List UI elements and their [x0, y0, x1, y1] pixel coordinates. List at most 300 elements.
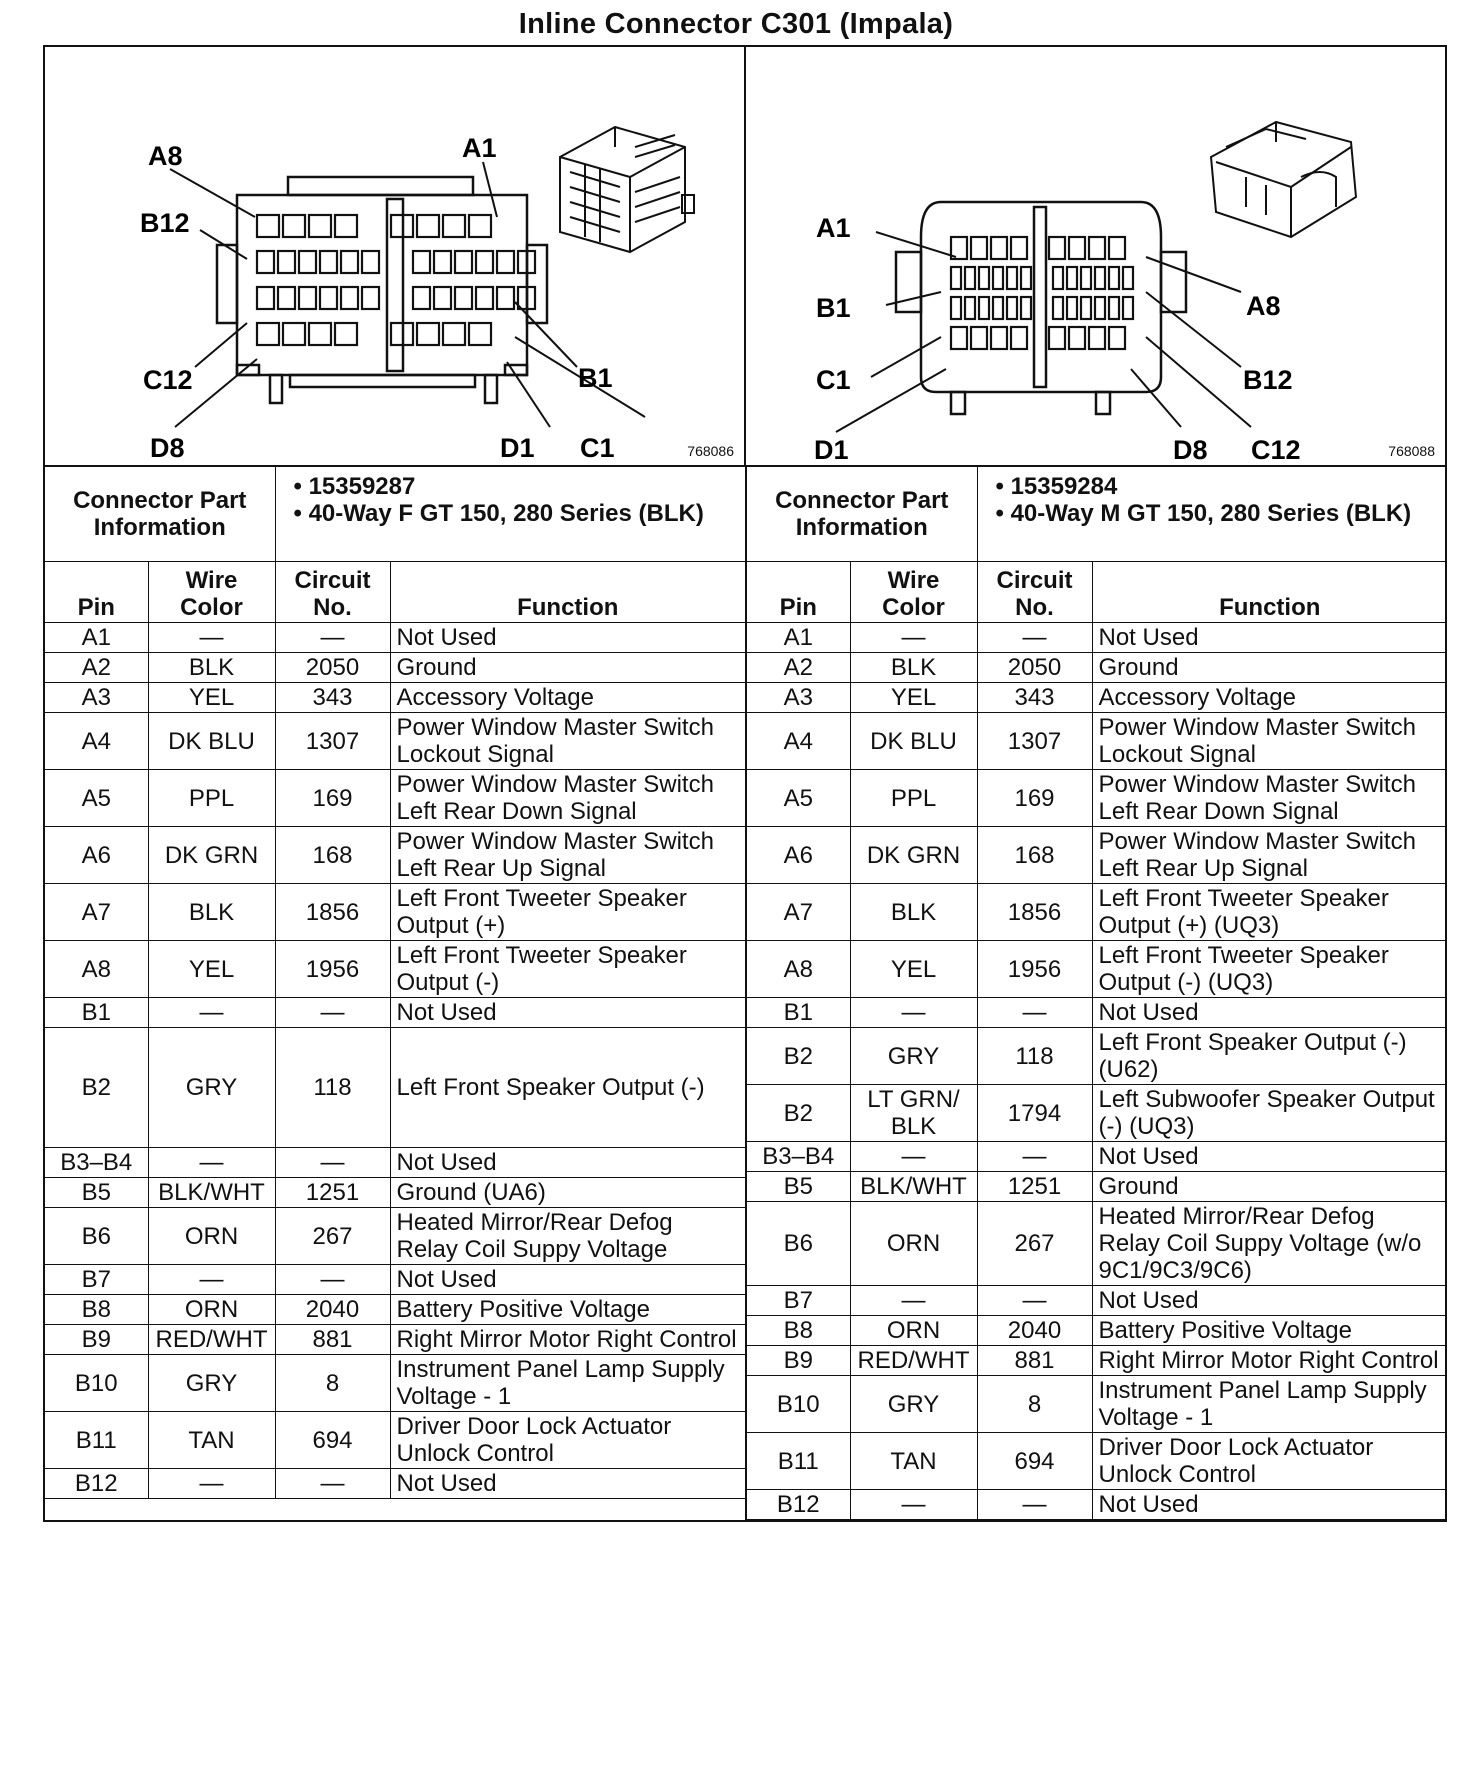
pin-cavity [951, 297, 961, 319]
pin-cavity [1089, 237, 1105, 259]
male-connector-part-info [747, 467, 1447, 562]
circuit-cell: — [275, 998, 390, 1028]
header-function: Function [1092, 562, 1447, 623]
pin-label-c12: C12 [143, 365, 193, 395]
wire-color-cell: BLK [850, 653, 977, 683]
wire-color-cell: DK GRN [850, 827, 977, 884]
pin-cavity [434, 251, 451, 273]
pin-cavity [299, 251, 316, 273]
function-cell: Left Front Tweeter Speaker Output (-) [390, 941, 745, 998]
table-row [45, 941, 745, 998]
table-row [747, 941, 1447, 998]
function-cell: Power Window Master Switch Lockout Signal [1092, 713, 1447, 770]
function-cell: Heated Mirror/Rear Defog Relay Coil Suppy Voltage (w/o 9C1/9C3/9C6) [1092, 1202, 1447, 1286]
pin-cell: B10 [45, 1355, 148, 1412]
figure-male-connector [744, 47, 1445, 465]
female-connector-part-info [45, 467, 745, 562]
wire-color-cell: — [850, 1142, 977, 1172]
wire-color-cell: GRY [148, 1355, 275, 1412]
pin-cell: B1 [45, 998, 148, 1028]
pin-label-b1: B1 [816, 293, 851, 323]
table-row [45, 1412, 745, 1469]
circuit-cell: 2040 [977, 1316, 1092, 1346]
circuit-cell: 8 [275, 1355, 390, 1412]
pin-label-a1: A1 [462, 133, 497, 163]
wire-color-cell: BLK [148, 884, 275, 941]
pin-cell: A5 [747, 770, 850, 827]
wire-color-cell: — [148, 1265, 275, 1295]
table-row [747, 998, 1447, 1028]
pin-cavity [991, 327, 1007, 349]
wire-color-cell: BLK [148, 653, 275, 683]
pin-cell: A2 [747, 653, 850, 683]
pin-cell: B8 [747, 1316, 850, 1346]
header-function: Function [390, 562, 745, 623]
header-circuit-no: Circuit No. [275, 562, 390, 623]
table-row [747, 827, 1447, 884]
function-cell: Power Window Master Switch Left Rear Down Signal [1092, 770, 1447, 827]
pin-cavity [971, 327, 987, 349]
pin-cavity [320, 287, 337, 309]
connector-figures [45, 47, 1445, 467]
function-cell: Heated Mirror/Rear Defog Relay Coil Suppy Voltage [390, 1208, 745, 1265]
header-wire-color: Wire Color [148, 562, 275, 623]
pin-cavity [341, 287, 358, 309]
function-cell: Power Window Master Switch Left Rear Down Signal [390, 770, 745, 827]
function-cell: Driver Door Lock Actuator Unlock Control [1092, 1433, 1447, 1490]
pin-cavity [993, 267, 1003, 289]
function-cell: Ground [1092, 1172, 1447, 1202]
pin-cavity [1123, 267, 1133, 289]
pin-cavity [417, 323, 439, 345]
function-cell: Driver Door Lock Actuator Unlock Control [390, 1412, 745, 1469]
pin-cavity [1049, 327, 1065, 349]
pin-cavity [455, 251, 472, 273]
housing-outline [237, 195, 527, 375]
pin-cavity [971, 237, 987, 259]
table-row [747, 1346, 1447, 1376]
pin-cavity [469, 215, 491, 237]
pin-cell: A8 [747, 941, 850, 998]
table-row [747, 1376, 1447, 1433]
pin-cavity [951, 267, 961, 289]
table-row [747, 623, 1447, 653]
function-cell: Right Mirror Motor Right Control [1092, 1346, 1447, 1376]
pin-cavity [278, 287, 295, 309]
connector-part-info-values [977, 467, 1447, 562]
pin-cell: A6 [747, 827, 850, 884]
pin-cell: B3–B4 [45, 1148, 148, 1178]
figure-female-connector [45, 47, 744, 465]
pin-cavity [417, 215, 439, 237]
pin-cavity [1021, 297, 1031, 319]
pin-cavity [320, 251, 337, 273]
circuit-cell: 694 [275, 1412, 390, 1469]
wire-color-cell: RED/WHT [148, 1325, 275, 1355]
pin-cell: B5 [45, 1178, 148, 1208]
pin-cell: A1 [45, 623, 148, 653]
male-pinout-rows [747, 623, 1447, 1520]
connector-face-female-diagram [45, 47, 745, 465]
pin-cavity [257, 215, 279, 237]
wire-color-cell: — [850, 623, 977, 653]
table-row [45, 827, 745, 884]
table-row [747, 653, 1447, 683]
pin-cell: B5 [747, 1172, 850, 1202]
pin-cavity [1007, 297, 1017, 319]
pin-label-a1: A1 [816, 213, 851, 243]
pin-cell: B8 [45, 1295, 148, 1325]
wire-color-cell: — [850, 998, 977, 1028]
circuit-cell: 694 [977, 1433, 1092, 1490]
pin-label-d1: D1 [814, 435, 849, 465]
table-row [45, 623, 745, 653]
wire-color-cell: — [148, 1148, 275, 1178]
pin-cavity [1007, 267, 1017, 289]
pin-cavity [469, 323, 491, 345]
function-cell: Not Used [1092, 1490, 1447, 1520]
pin-cavity [497, 251, 514, 273]
circuit-cell: 8 [977, 1376, 1092, 1433]
circuit-cell: 343 [977, 683, 1092, 713]
table-row [747, 1028, 1447, 1085]
table-row [747, 1286, 1447, 1316]
pin-cavity [1011, 237, 1027, 259]
header-pin: Pin [45, 562, 148, 623]
wire-color-cell: BLK [850, 884, 977, 941]
pin-cell: B12 [747, 1490, 850, 1520]
table-row [747, 770, 1447, 827]
pin-cell: A6 [45, 827, 148, 884]
circuit-cell: 881 [275, 1325, 390, 1355]
table-row [45, 1208, 745, 1265]
pin-cavity [434, 287, 451, 309]
pin-label-b1: B1 [578, 363, 613, 393]
circuit-cell: 1251 [977, 1172, 1092, 1202]
pin-label-a8: A8 [1246, 291, 1281, 321]
female-connector-table-section [45, 467, 745, 1520]
table-row [45, 1295, 745, 1325]
pin-label-d8: D8 [150, 433, 185, 463]
pin-cavity [1123, 297, 1133, 319]
pin-cavity [1095, 267, 1105, 289]
table-row [45, 713, 745, 770]
circuit-cell: — [977, 1286, 1092, 1316]
figure-id: 768088 [1388, 443, 1435, 459]
table-row [45, 683, 745, 713]
pin-label-d1: D1 [500, 433, 535, 463]
male-pinout-table [747, 562, 1447, 1520]
pin-cavity [283, 215, 305, 237]
table-row [747, 1142, 1447, 1172]
pin-cavity [476, 251, 493, 273]
circuit-cell: — [977, 1490, 1092, 1520]
function-cell: Left Front Speaker Output (-) [390, 1028, 745, 1148]
male-connector-table-section [745, 467, 1447, 1520]
circuit-cell: 168 [275, 827, 390, 884]
table-row [747, 1316, 1447, 1346]
table-row [45, 1469, 745, 1499]
wire-color-cell: — [148, 1469, 275, 1499]
pin-cell: B10 [747, 1376, 850, 1433]
pin-cavity [257, 287, 274, 309]
female-pinout-table [45, 562, 745, 1499]
function-cell: Left Front Tweeter Speaker Output (+) (UQ3) [1092, 884, 1447, 941]
pin-cell: B7 [45, 1265, 148, 1295]
pinout-tables [45, 467, 1445, 1520]
function-cell: Power Window Master Switch Left Rear Up Signal [1092, 827, 1447, 884]
circuit-cell: 1307 [977, 713, 1092, 770]
function-cell: Left Front Tweeter Speaker Output (-) (UQ3) [1092, 941, 1447, 998]
part-description: • 40-Way F GT 150, 280 Series (BLK) [293, 500, 704, 527]
connector-part-info-values [275, 467, 745, 562]
pin-cavity [257, 251, 274, 273]
table-row [747, 713, 1447, 770]
wire-color-cell: — [850, 1286, 977, 1316]
pin-cavity [341, 251, 358, 273]
pin-cavity [309, 215, 331, 237]
part-description: • 40-Way M GT 150, 280 Series (BLK) [995, 500, 1412, 527]
function-cell: Left Front Speaker Output (-) (U62) [1092, 1028, 1447, 1085]
part-number: • 15359287 [293, 473, 416, 500]
function-cell: Instrument Panel Lamp Supply Voltage - 1 [390, 1355, 745, 1412]
circuit-cell: 267 [275, 1208, 390, 1265]
wire-color-cell: RED/WHT [850, 1346, 977, 1376]
table-row [45, 998, 745, 1028]
pin-cavity [951, 327, 967, 349]
function-cell: Ground [1092, 653, 1447, 683]
pin-cell: B2 [747, 1085, 850, 1142]
pin-cavity [1067, 297, 1077, 319]
pin-cell: B11 [45, 1412, 148, 1469]
function-cell: Power Window Master Switch Left Rear Up Signal [390, 827, 745, 884]
header-pin: Pin [747, 562, 850, 623]
header-wire-color: Wire Color [850, 562, 977, 623]
pin-label-c1: C1 [816, 365, 851, 395]
circuit-cell: 1307 [275, 713, 390, 770]
pin-label-b12: B12 [1243, 365, 1293, 395]
pin-cavity [1109, 267, 1119, 289]
circuit-cell: — [275, 1469, 390, 1499]
pin-cavity [1109, 297, 1119, 319]
function-cell: Accessory Voltage [390, 683, 745, 713]
pin-cavity [413, 287, 430, 309]
wire-color-cell: — [148, 998, 275, 1028]
table-row [747, 1490, 1447, 1520]
pin-cell: B2 [45, 1028, 148, 1148]
female-pinout-rows [45, 623, 745, 1499]
pin-label-d8: D8 [1173, 435, 1208, 465]
function-cell: Ground [390, 653, 745, 683]
pin-cavity [443, 215, 465, 237]
pin-cavity [991, 237, 1007, 259]
function-cell: Not Used [390, 1469, 745, 1499]
pin-cell: B9 [45, 1325, 148, 1355]
pin-cell: A3 [747, 683, 850, 713]
table-row [747, 1172, 1447, 1202]
circuit-cell: 169 [977, 770, 1092, 827]
circuit-cell: 2050 [275, 653, 390, 683]
function-cell: Not Used [1092, 1286, 1447, 1316]
circuit-cell: — [977, 623, 1092, 653]
function-cell: Not Used [1092, 623, 1447, 653]
wire-color-cell: GRY [148, 1028, 275, 1148]
pin-cavity [1081, 297, 1091, 319]
pin-cell: B12 [45, 1469, 148, 1499]
circuit-cell: 1856 [275, 884, 390, 941]
pin-cell: A1 [747, 623, 850, 653]
circuit-cell: — [977, 998, 1092, 1028]
pin-cavity [455, 287, 472, 309]
wire-color-cell: ORN [850, 1202, 977, 1286]
circuit-cell: 881 [977, 1346, 1092, 1376]
table-row [747, 1085, 1447, 1142]
wire-color-cell: DK BLU [148, 713, 275, 770]
pin-cavity [1089, 327, 1105, 349]
pin-cavity [1081, 267, 1091, 289]
pin-cavity [335, 323, 357, 345]
pin-cavity [1053, 267, 1063, 289]
table-row [45, 1178, 745, 1208]
wire-color-cell: LT GRN/ BLK [850, 1085, 977, 1142]
pin-label-a8: A8 [148, 141, 183, 171]
function-cell: Not Used [390, 623, 745, 653]
table-row [45, 1355, 745, 1412]
pin-cell: A4 [45, 713, 148, 770]
pin-cavity [979, 267, 989, 289]
wire-color-cell: ORN [148, 1208, 275, 1265]
pin-cavity [993, 297, 1003, 319]
function-cell: Right Mirror Motor Right Control [390, 1325, 745, 1355]
circuit-cell: 1251 [275, 1178, 390, 1208]
pin-cavity [965, 297, 975, 319]
pin-cavity [1069, 327, 1085, 349]
pin-cavity [1053, 297, 1063, 319]
figure-id: 768086 [687, 443, 734, 459]
connector-sheet [43, 45, 1447, 1522]
wire-color-cell: TAN [850, 1433, 977, 1490]
wire-color-cell: GRY [850, 1376, 977, 1433]
pin-cell: B3–B4 [747, 1142, 850, 1172]
table-row [45, 653, 745, 683]
pin-cell: A7 [45, 884, 148, 941]
function-cell: Not Used [1092, 1142, 1447, 1172]
table-row [45, 770, 745, 827]
pin-cell: B6 [45, 1208, 148, 1265]
circuit-cell: — [275, 1265, 390, 1295]
table-row [747, 884, 1447, 941]
circuit-cell: 1956 [977, 941, 1092, 998]
table-row [45, 1028, 745, 1148]
pin-cell: A7 [747, 884, 850, 941]
pin-cell: A5 [45, 770, 148, 827]
function-cell: Battery Positive Voltage [390, 1295, 745, 1325]
circuit-cell: 2040 [275, 1295, 390, 1325]
pin-label-c12: C12 [1251, 435, 1301, 465]
pin-cavity [1095, 297, 1105, 319]
pin-cell: B9 [747, 1346, 850, 1376]
wire-color-cell: DK GRN [148, 827, 275, 884]
circuit-cell: 267 [977, 1202, 1092, 1286]
pin-cell: A8 [45, 941, 148, 998]
circuit-cell: — [977, 1142, 1092, 1172]
circuit-cell: 1794 [977, 1085, 1092, 1142]
wire-color-cell: BLK/WHT [850, 1172, 977, 1202]
pin-cell: B1 [747, 998, 850, 1028]
pin-cavity [1067, 267, 1077, 289]
pin-cavity [476, 287, 493, 309]
pin-cavity [335, 215, 357, 237]
table-row [747, 1202, 1447, 1286]
wire-color-cell: YEL [148, 941, 275, 998]
pin-cavity [413, 251, 430, 273]
wire-color-cell: YEL [850, 683, 977, 713]
pin-cavity [283, 323, 305, 345]
circuit-cell: — [275, 623, 390, 653]
circuit-cell: 2050 [977, 653, 1092, 683]
connector-part-info-label: Connector Part Information [45, 467, 275, 562]
table-row [747, 1433, 1447, 1490]
pin-cavity [299, 287, 316, 309]
pin-cell: A3 [45, 683, 148, 713]
circuit-cell: 169 [275, 770, 390, 827]
pin-cavity [362, 251, 379, 273]
function-cell: Instrument Panel Lamp Supply Voltage - 1 [1092, 1376, 1447, 1433]
pin-cavity [1021, 267, 1031, 289]
table-row [45, 1148, 745, 1178]
circuit-cell: — [275, 1148, 390, 1178]
function-cell: Accessory Voltage [1092, 683, 1447, 713]
wire-color-cell: TAN [148, 1412, 275, 1469]
wire-color-cell: PPL [148, 770, 275, 827]
pin-cavity [1109, 327, 1125, 349]
circuit-cell: 118 [275, 1028, 390, 1148]
wire-color-cell: YEL [850, 941, 977, 998]
table-row [45, 1265, 745, 1295]
function-cell: Not Used [390, 1265, 745, 1295]
table-row [45, 884, 745, 941]
circuit-cell: 168 [977, 827, 1092, 884]
function-cell: Not Used [1092, 998, 1447, 1028]
wire-color-cell: BLK/WHT [148, 1178, 275, 1208]
function-cell: Not Used [390, 1148, 745, 1178]
wire-color-cell: ORN [148, 1295, 275, 1325]
connector-face-male-diagram [746, 47, 1446, 465]
table-row [45, 1325, 745, 1355]
pin-cavity [278, 251, 295, 273]
pin-cell: B2 [747, 1028, 850, 1085]
wire-color-cell: — [148, 623, 275, 653]
wire-color-cell: DK BLU [850, 713, 977, 770]
header-circuit-no: Circuit No. [977, 562, 1092, 623]
function-cell: Battery Positive Voltage [1092, 1316, 1447, 1346]
wire-color-cell: PPL [850, 770, 977, 827]
pin-cavity [1049, 237, 1065, 259]
part-number: • 15359284 [995, 473, 1118, 500]
wire-color-cell: GRY [850, 1028, 977, 1085]
pin-cavity [257, 323, 279, 345]
function-cell: Ground (UA6) [390, 1178, 745, 1208]
pin-cavity [443, 323, 465, 345]
wire-color-cell: ORN [850, 1316, 977, 1346]
pin-cavity [497, 287, 514, 309]
page-title: Inline Connector C301 (Impala) [518, 8, 954, 40]
circuit-cell: 1956 [275, 941, 390, 998]
pin-cavity [362, 287, 379, 309]
pin-cavity [1109, 237, 1125, 259]
pin-cell: B6 [747, 1202, 850, 1286]
circuit-cell: 343 [275, 683, 390, 713]
